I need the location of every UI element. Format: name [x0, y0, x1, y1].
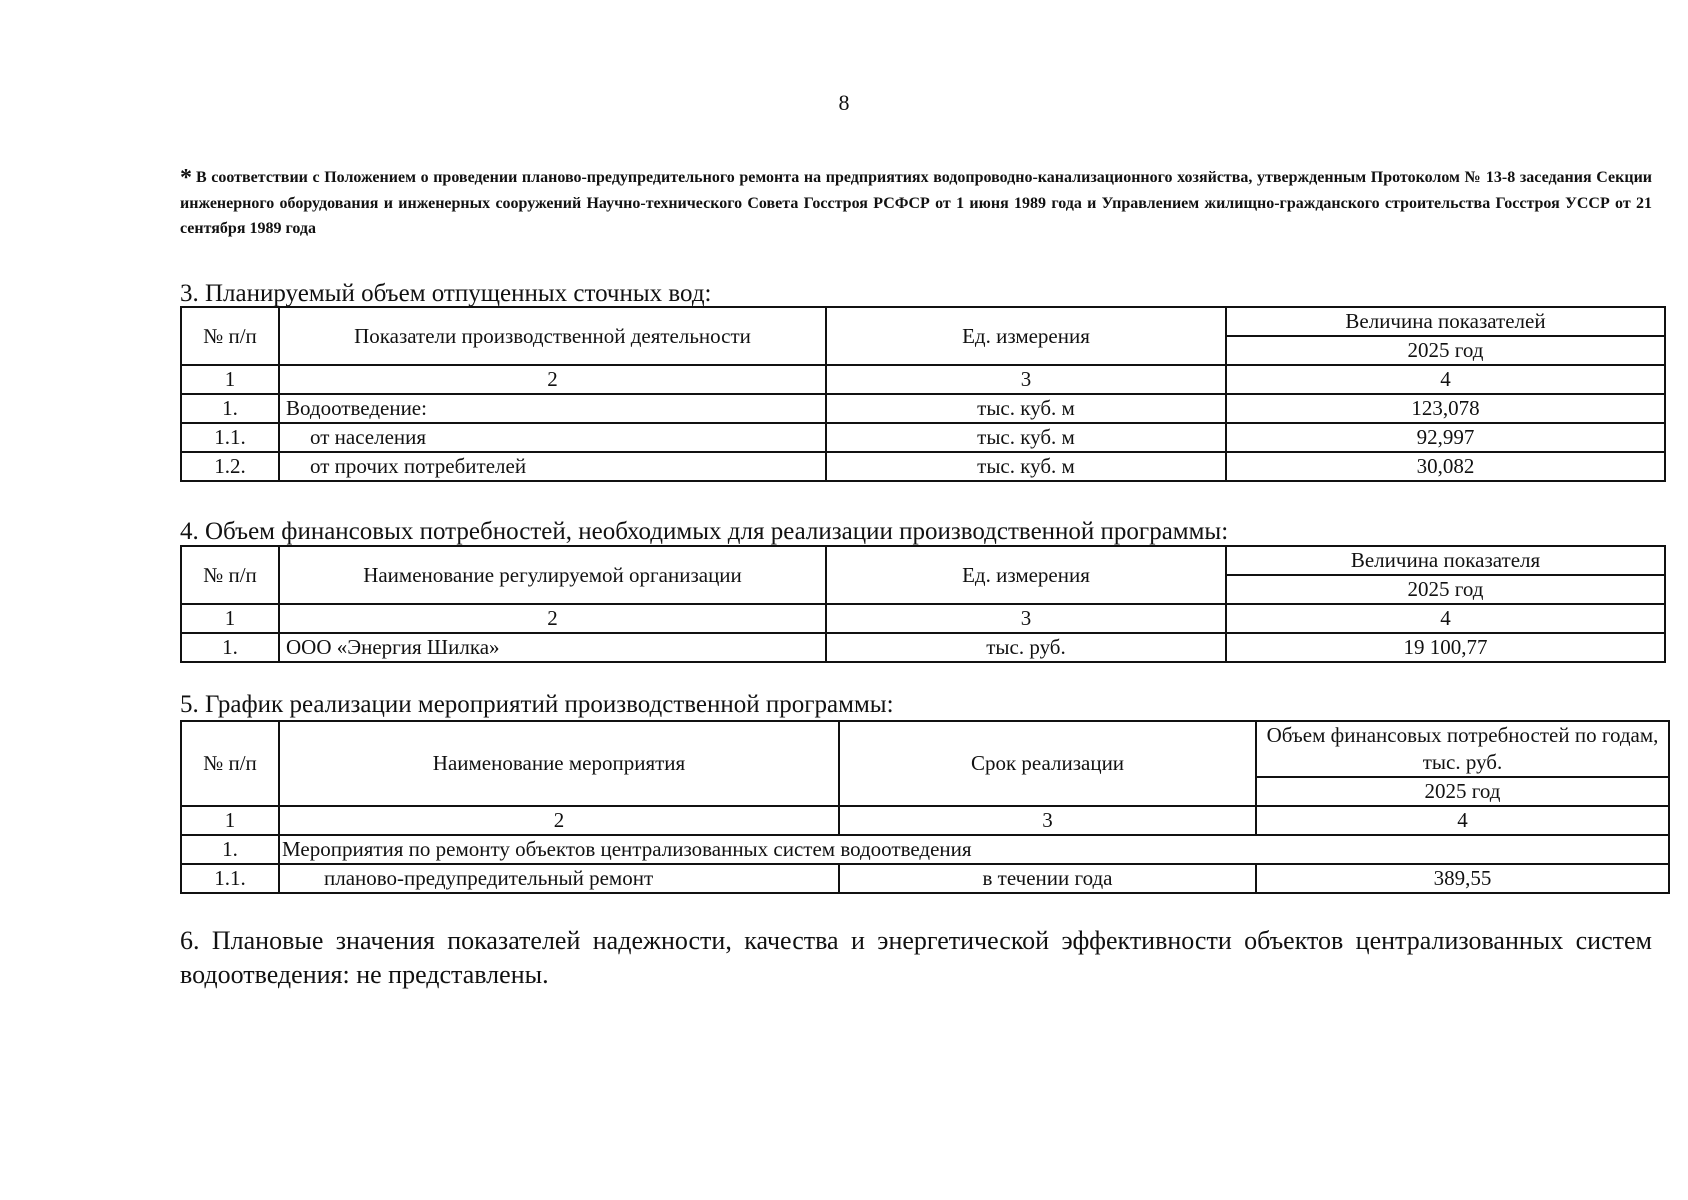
table-header-row	[181, 546, 1665, 575]
table-row	[181, 452, 1665, 481]
col-number: 2	[279, 604, 826, 633]
section-6-text: 6. Плановые значения показателей надежности, качества и энергетической эффективности объектов централизованных систем водоотведения: не представлены.	[180, 926, 1652, 989]
financial-needs-table	[180, 545, 1666, 663]
table-row	[181, 864, 1669, 893]
header-org: Наименование регулируемой организации	[279, 546, 826, 604]
col-number: 2	[279, 806, 839, 835]
col-number: 4	[1226, 604, 1665, 633]
footnote	[180, 165, 1652, 241]
wastewater-volume-table	[180, 306, 1666, 482]
row-num: 1.	[181, 633, 279, 662]
header-year: 2025 год	[1226, 575, 1665, 604]
section-4-title: 4. Объем финансовых потребностей, необходимых для реализации производственной программы:	[180, 518, 1229, 545]
header-indicator: Показатели производственной деятельности	[279, 307, 826, 365]
page-number: 8	[838, 90, 850, 115]
header-year: 2025 год	[1226, 336, 1665, 365]
column-number-row	[181, 806, 1669, 835]
header-value: Величина показателя	[1226, 546, 1665, 575]
table-row	[181, 423, 1665, 452]
row-name: ООО «Энергия Шилка»	[279, 633, 826, 662]
row-unit: тыс. куб. м	[826, 394, 1226, 423]
table-header-row	[181, 307, 1665, 336]
footnote-star: *	[180, 165, 192, 191]
row-name: от населения	[279, 423, 826, 452]
row-value: 123,078	[1226, 394, 1665, 423]
col-number: 4	[1226, 365, 1665, 394]
header-term: Срок реализации	[839, 721, 1256, 806]
col-number: 4	[1256, 806, 1669, 835]
measures-schedule-table	[180, 720, 1670, 894]
footnote-text: В соответствии с Положением о проведении планово-предупредительного ремонта на предприятиях водопроводно-канализационного хозяйства, утвержденным Протоколом № 13-8 заседания Секции инженерного оборудования и инженерных сооружений Научно-технического Совета Госстроя РСФСР от 1 июня 1989 года и Управлением жилищно-гражданского строительства Госстроя УССР от 21 сентября 1989 года	[180, 169, 1652, 237]
header-num: № п/п	[181, 307, 279, 365]
col-number: 1	[181, 365, 279, 394]
row-name: Водоотведение:	[279, 394, 826, 423]
column-number-row	[181, 365, 1665, 394]
column-number-row	[181, 604, 1665, 633]
col-number: 1	[181, 806, 279, 835]
header-unit: Ед. измерения	[826, 307, 1226, 365]
header-year: 2025 год	[1256, 777, 1669, 806]
section-5-title: 5. График реализации мероприятий производственной программы:	[180, 691, 894, 718]
header-measure: Наименование мероприятия	[279, 721, 839, 806]
row-value: 389,55	[1256, 864, 1669, 893]
row-num: 1.1.	[181, 423, 279, 452]
header-num: № п/п	[181, 546, 279, 604]
row-value: 19 100,77	[1226, 633, 1665, 662]
row-name: от прочих потребителей	[279, 452, 826, 481]
table-row	[181, 633, 1665, 662]
row-unit: тыс. куб. м	[826, 452, 1226, 481]
col-number: 3	[839, 806, 1256, 835]
group-name: Мероприятия по ремонту объектов централизованных систем водоотведения	[279, 835, 1669, 864]
row-unit: тыс. руб.	[826, 633, 1226, 662]
col-number: 3	[826, 365, 1226, 394]
row-num: 1.2.	[181, 452, 279, 481]
row-num: 1.1.	[181, 864, 279, 893]
row-term: в течении года	[839, 864, 1256, 893]
row-num: 1.	[181, 835, 279, 864]
col-number: 2	[279, 365, 826, 394]
col-number: 1	[181, 604, 279, 633]
col-number: 3	[826, 604, 1226, 633]
row-value: 30,082	[1226, 452, 1665, 481]
header-num: № п/п	[181, 721, 279, 806]
section-3-title: 3. Планируемый объем отпущенных сточных вод:	[180, 280, 712, 307]
header-unit: Ед. измерения	[826, 546, 1226, 604]
table-row	[181, 394, 1665, 423]
header-value: Объем финансовых потребностей по годам, тыс. руб.	[1256, 721, 1669, 777]
row-num: 1.	[181, 394, 279, 423]
row-unit: тыс. куб. м	[826, 423, 1226, 452]
row-value: 92,997	[1226, 423, 1665, 452]
header-value: Величина показателей	[1226, 307, 1665, 336]
row-name: планово-предупредительный ремонт	[279, 864, 839, 893]
group-row	[181, 835, 1669, 864]
table-header-row	[181, 721, 1669, 777]
